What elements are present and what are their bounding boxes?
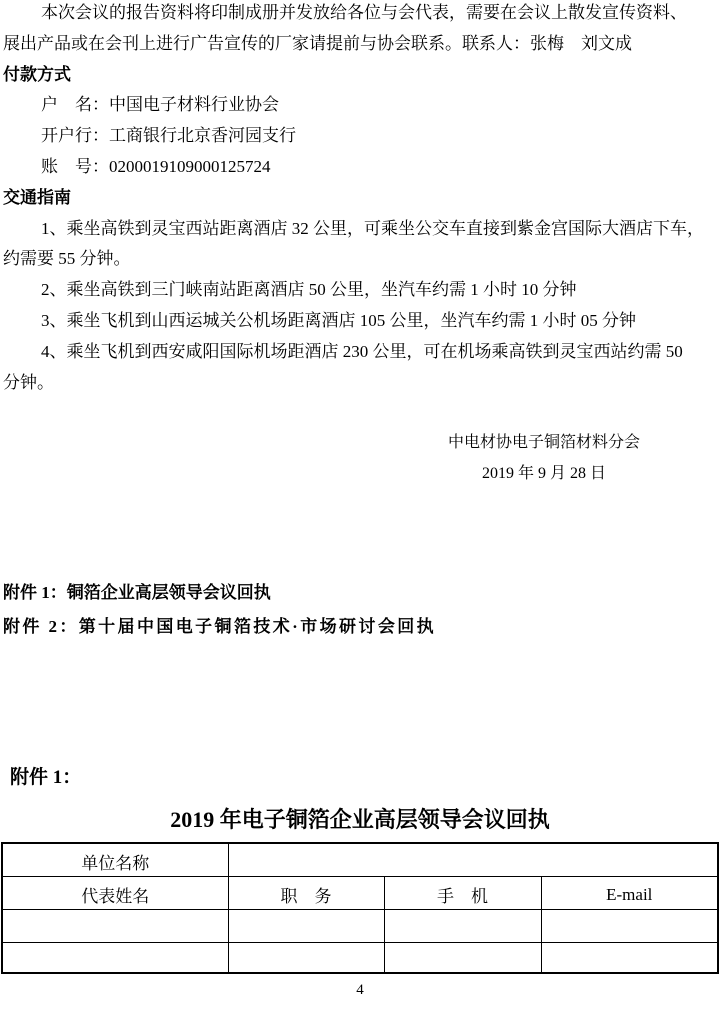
transport-item-4: 4、乘坐飞机到西安咸阳国际机场距酒店 230 公里，可在机场乘高铁到灵宝西站约需 50 <box>41 341 683 361</box>
attachment-list <box>3 576 436 643</box>
transport-guide-heading: 交通指南 <box>3 187 71 207</box>
transport-item-4-cont: 分钟。 <box>3 372 54 392</box>
table-header-email: E-mail <box>541 876 718 909</box>
table-row-unit <box>2 843 718 876</box>
table-header-mobile: 手 机 <box>384 876 541 909</box>
table-header-representative-name: 代表姓名 <box>2 876 228 909</box>
attachment1-title: 2019 年电子铜箔企业高层领导会议回执 <box>170 807 550 832</box>
table-cell-unit-value <box>228 843 718 876</box>
table-header-unit-name: 单位名称 <box>2 843 228 876</box>
attachment-list-item-1: 附件 1：铜箔企业高层领导会议回执 <box>3 583 271 602</box>
table-cell-empty <box>2 909 228 942</box>
page-number: 4 <box>356 982 364 998</box>
table-cell-empty <box>384 909 541 942</box>
table-row-entry-1 <box>2 909 718 942</box>
signature-date: 2019 年 9 月 28 日 <box>481 465 606 482</box>
signature-org: 中电材协电子铜箔材料分会 <box>447 434 640 451</box>
attachment-list-item-2: 附件 2：第十届中国电子铜箔技术·市场研讨会回执 <box>3 616 437 636</box>
intro-line-1: 本次会议的报告资料将印制成册并发放给各位与会代表，需要在会议上散发宣传资料、 <box>41 3 687 22</box>
table-header-position: 职 务 <box>228 876 384 909</box>
transport-item-3: 3、乘坐飞机到山西运城关公机场距离酒店 105 公里，坐汽车约需 1 小时 05 分钟 <box>41 310 636 330</box>
reply-table <box>1 842 719 974</box>
table-cell-empty <box>541 909 718 942</box>
table-row-headers <box>2 876 718 909</box>
payment-method-heading: 付款方式 <box>3 64 71 84</box>
table-cell-empty <box>541 942 718 973</box>
table-cell-empty <box>228 942 384 973</box>
payment-account-number: 账 号：0200019109000125724 <box>41 156 271 176</box>
table-row-entry-2 <box>2 942 718 973</box>
table-cell-empty <box>2 942 228 973</box>
table-cell-empty <box>228 909 384 942</box>
transport-item-2: 2、乘坐高铁到三门峡南站距离酒店 50 公里，坐汽车约需 1 小时 10 分钟 <box>41 280 577 300</box>
payment-bank: 开户行：工商银行北京香河园支行 <box>41 126 296 146</box>
transport-item-1-cont: 约需要 55 分钟。 <box>3 249 131 269</box>
attachment1-label: 附件 1： <box>10 767 82 788</box>
intro-line-2: 展出产品或在会刊上进行广告宣传的厂家请提前与协会联系。联系人：张梅 刘文成 <box>3 33 632 53</box>
table-cell-empty <box>384 942 541 973</box>
body-text-block <box>3 0 715 398</box>
transport-item-1: 1、乘坐高铁到灵宝西站距离酒店 32 公里，可乘坐公交车直接到紫金宫国际大酒店下车， <box>41 218 704 238</box>
signature-block <box>448 427 640 489</box>
payment-account-name: 户 名：中国电子材料行业协会 <box>41 95 279 115</box>
